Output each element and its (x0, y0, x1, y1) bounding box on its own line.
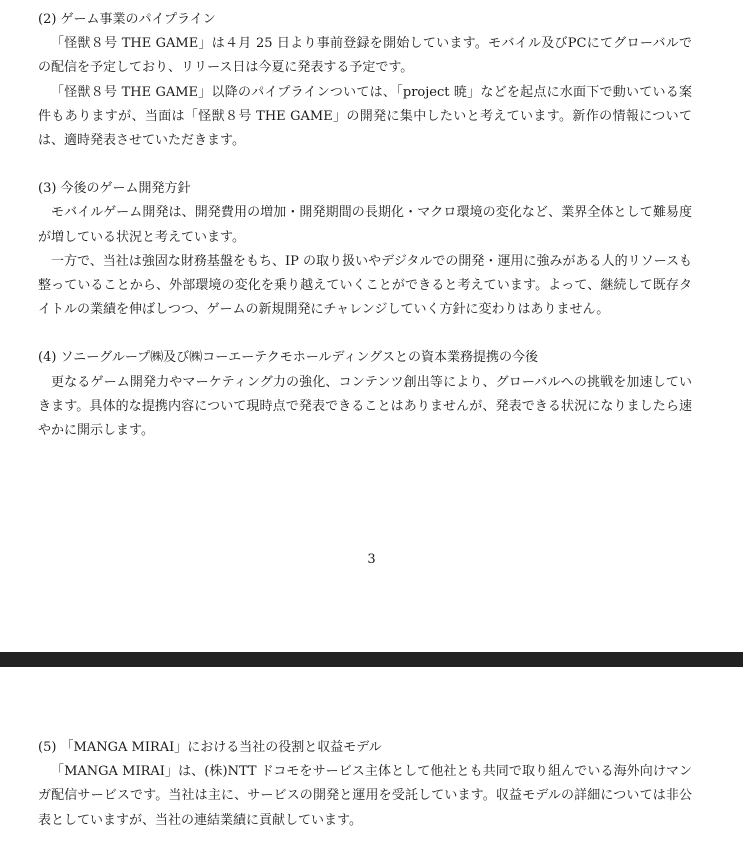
page-separator (0, 652, 743, 667)
page-4-body (38, 736, 692, 833)
section-heading: (3) 今後のゲーム開発方針 (38, 181, 191, 197)
paragraph: 「怪獣８号 THE GAME」以降のパイプラインついては、「project 暁」などを起点に水面下で動いている案件もありますが、当面は「怪獣８号 THE GAME」の開発に集中したいと考えています。新作の情報については、適時発表させていただきます。 (38, 84, 692, 149)
paragraph: モバイルゲーム開発は、開発費用の増加・開発期間の長期化・マクロ環境の変化など、業界全体として難易度が増している状況と考えています。 (38, 205, 692, 245)
paragraph: 「怪獣８号 THE GAME」は４月 25 日より事前登録を開始しています。モバイル及びPCにてグローバルでの配信を予定しており、リリース日は今夏に発表する予定です。 (38, 36, 692, 76)
page-number: 3 (367, 552, 376, 567)
section-capital-alliance (38, 346, 692, 443)
section-heading: (4) ソニーグループ㈱及び㈱コーエーテクモホールディングスとの資本業務提携の今後 (38, 350, 539, 366)
section-manga-mirai (38, 736, 692, 833)
paragraph: 一方で、当社は強固な財務基盤をもち、IP の取り扱いやデジタルでの開発・運用に強みがある人的リソースも整っていることから、外部環境の変化を乗り越えていくことができると考えています。よって、継続して既存タイトルの業績を伸ばしつつ、ゲームの新規開発にチャレンジしていく方針に変わりはありません。 (38, 253, 692, 318)
section-game-dev-policy (38, 177, 692, 322)
page-3-body (38, 8, 692, 443)
paragraph: 「MANGA MIRAI」は、(株)NTT ドコモをサービス主体として他社とも共同で取り組んでいる海外向けマンガ配信サービスです。当社は主に、サービスの開発と運用を受託しています。収益モデルの詳細については非公表としていますが、当社の連結業績に貢献しています。 (38, 764, 692, 828)
paragraph: 更なるゲーム開発力やマーケティング力の強化、コンテンツ創出等により、グローバルへの挑戦を加速していきます。具体的な提携内容について現時点で発表できることはありませんが、発表できる状況になりましたら速やかに開示します。 (38, 374, 692, 439)
section-heading: (5) 「MANGA MIRAI」における当社の役割と収益モデル (38, 740, 382, 755)
section-game-pipeline (38, 8, 692, 153)
section-heading: (2) ゲーム事業のパイプライン (38, 12, 216, 27)
document-page-4 (0, 667, 743, 843)
